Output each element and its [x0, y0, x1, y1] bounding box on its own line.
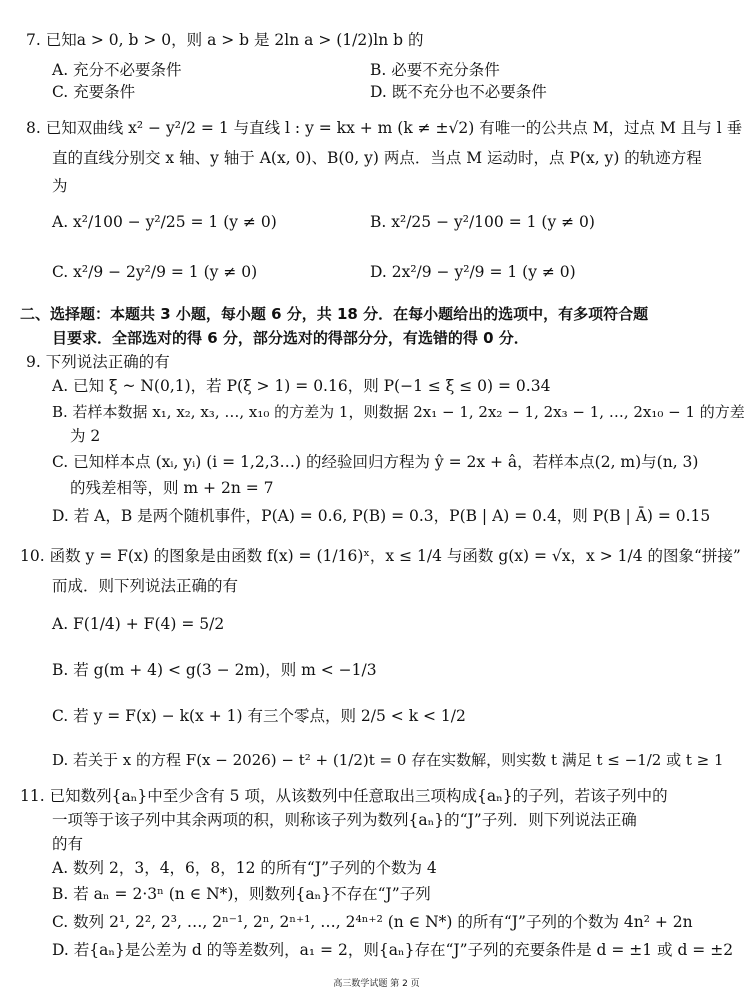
- q8-line3: 为: [52, 177, 68, 195]
- q9-option-c-line2: 的残差相等，则 m + 2n = 7: [70, 479, 274, 497]
- q10-option-c: C. 若 y = F(x) − k(x + 1) 有三个零点，则 2/5 < k < 1/2: [52, 707, 466, 725]
- q7-option-c: C. 充要条件: [52, 83, 136, 101]
- q9-option-b-line1: B. 若样本数据 x₁, x₂, x₃, …, x₁₀ 的方差为 1，则数据 2x₁ − 1, 2x₂ − 1, 2x₃ − 1, …, 2x₁₀ − 1 的方差: [52, 403, 745, 421]
- q11-option-d: D. 若{aₙ}是公差为 d 的等差数列，a₁ = 2，则{aₙ}存在“J”子列的充要条件是 d = ±1 或 d = ±2: [52, 941, 734, 959]
- q10-line1: 10. 函数 y = F(x) 的图象是由函数 f(x) = (1/16)ˣ，x ≤ 1/4 与函数 g(x) = √x，x > 1/4 的图象“拼接”: [20, 547, 741, 565]
- q9-option-c-line1: C. 已知样本点 (xᵢ, yᵢ) (i = 1,2,3…) 的经验回归方程为 ŷ = 2x + â，若样本点(2, m)与(n, 3): [52, 453, 699, 471]
- q9-option-a: A. 已知 ξ ~ N(0,1)，若 P(ξ > 1) = 0.16，则 P(−1 ≤ ξ ≤ 0) = 0.34: [52, 377, 551, 395]
- q10-line2: 而成．则下列说法正确的有: [52, 577, 239, 595]
- q7-option-a: A. 充分不必要条件: [52, 61, 182, 79]
- q8-option-b: B. x²/25 − y²/100 = 1 (y ≠ 0): [370, 213, 595, 231]
- section2-line1: 二、选择题：本题共 3 小题，每小题 6 分，共 18 分．在每小题给出的选项中，有多项符合题: [20, 305, 649, 323]
- q8-option-d: D. 2x²/9 − y²/9 = 1 (y ≠ 0): [370, 263, 576, 281]
- q7-option-d: D. 既不充分也不必要条件: [370, 83, 547, 101]
- q10-option-b: B. 若 g(m + 4) < g(3 − 2m)，则 m < −1/3: [52, 661, 377, 679]
- q11-line1: 11. 已知数列{aₙ}中至少含有 5 项，从该数列中任意取出三项构成{aₙ}的子列，若该子列中的: [20, 787, 668, 805]
- q8-option-a: A. x²/100 − y²/25 = 1 (y ≠ 0): [52, 213, 277, 231]
- q8-line2: 直的直线分别交 x 轴、y 轴于 A(x, 0)、B(0, y) 两点．当点 M 运动时，点 P(x, y) 的轨迹方程: [52, 149, 702, 167]
- q11-option-c: C. 数列 2¹, 2², 2³, …, 2ⁿ⁻¹, 2ⁿ, 2ⁿ⁺¹, …, 2⁴ⁿ⁺² (n ∈ N*) 的所有“J”子列的个数为 4n² + 2n: [52, 913, 693, 931]
- q11-line3: 的有: [52, 835, 84, 853]
- q11-option-b: B. 若 aₙ = 2·3ⁿ (n ∈ N*)，则数列{aₙ}不存在“J”子列: [52, 885, 431, 903]
- q11-option-a: A. 数列 2，3，4，6，8，12 的所有“J”子列的个数为 4: [52, 859, 437, 877]
- q11-line2: 一项等于该子列中其余两项的积，则称该子列为数列{aₙ}的“J”子列．则下列说法正确: [52, 811, 637, 829]
- q10-option-a: A. F(1/4) + F(4) = 5/2: [52, 615, 225, 633]
- page-footer: 高三数学试题 第 2 页: [333, 979, 420, 989]
- q7-option-b: B. 必要不充分条件: [370, 61, 500, 79]
- q9-option-d: D. 若 A，B 是两个随机事件，P(A) = 0.6, P(B) = 0.3，P(B | A) = 0.4，则 P(B | Ā) = 0.15: [52, 507, 711, 525]
- q7-stem: 7. 已知a > 0, b > 0，则 a > b 是 2ln a > (1/2)ln b 的: [26, 31, 424, 49]
- q9-stem: 9. 下列说法正确的有: [26, 353, 170, 371]
- q8-line1: 8. 已知双曲线 x² − y²/2 = 1 与直线 l : y = kx + m (k ≠ ±√2) 有唯一的公共点 M，过点 M 且与 l 垂: [26, 119, 743, 137]
- q10-option-d: D. 若关于 x 的方程 F(x − 2026) − t² + (1/2)t = 0 存在实数解，则实数 t 满足 t ≤ −1/2 或 t ≥ 1: [52, 751, 724, 769]
- section2-line2: 目要求．全部选对的得 6 分，部分选对的得部分分，有选错的得 0 分．: [52, 329, 529, 347]
- q9-option-b-line2: 为 2: [70, 427, 101, 445]
- q8-option-c: C. x²/9 − 2y²/9 = 1 (y ≠ 0): [52, 263, 258, 281]
